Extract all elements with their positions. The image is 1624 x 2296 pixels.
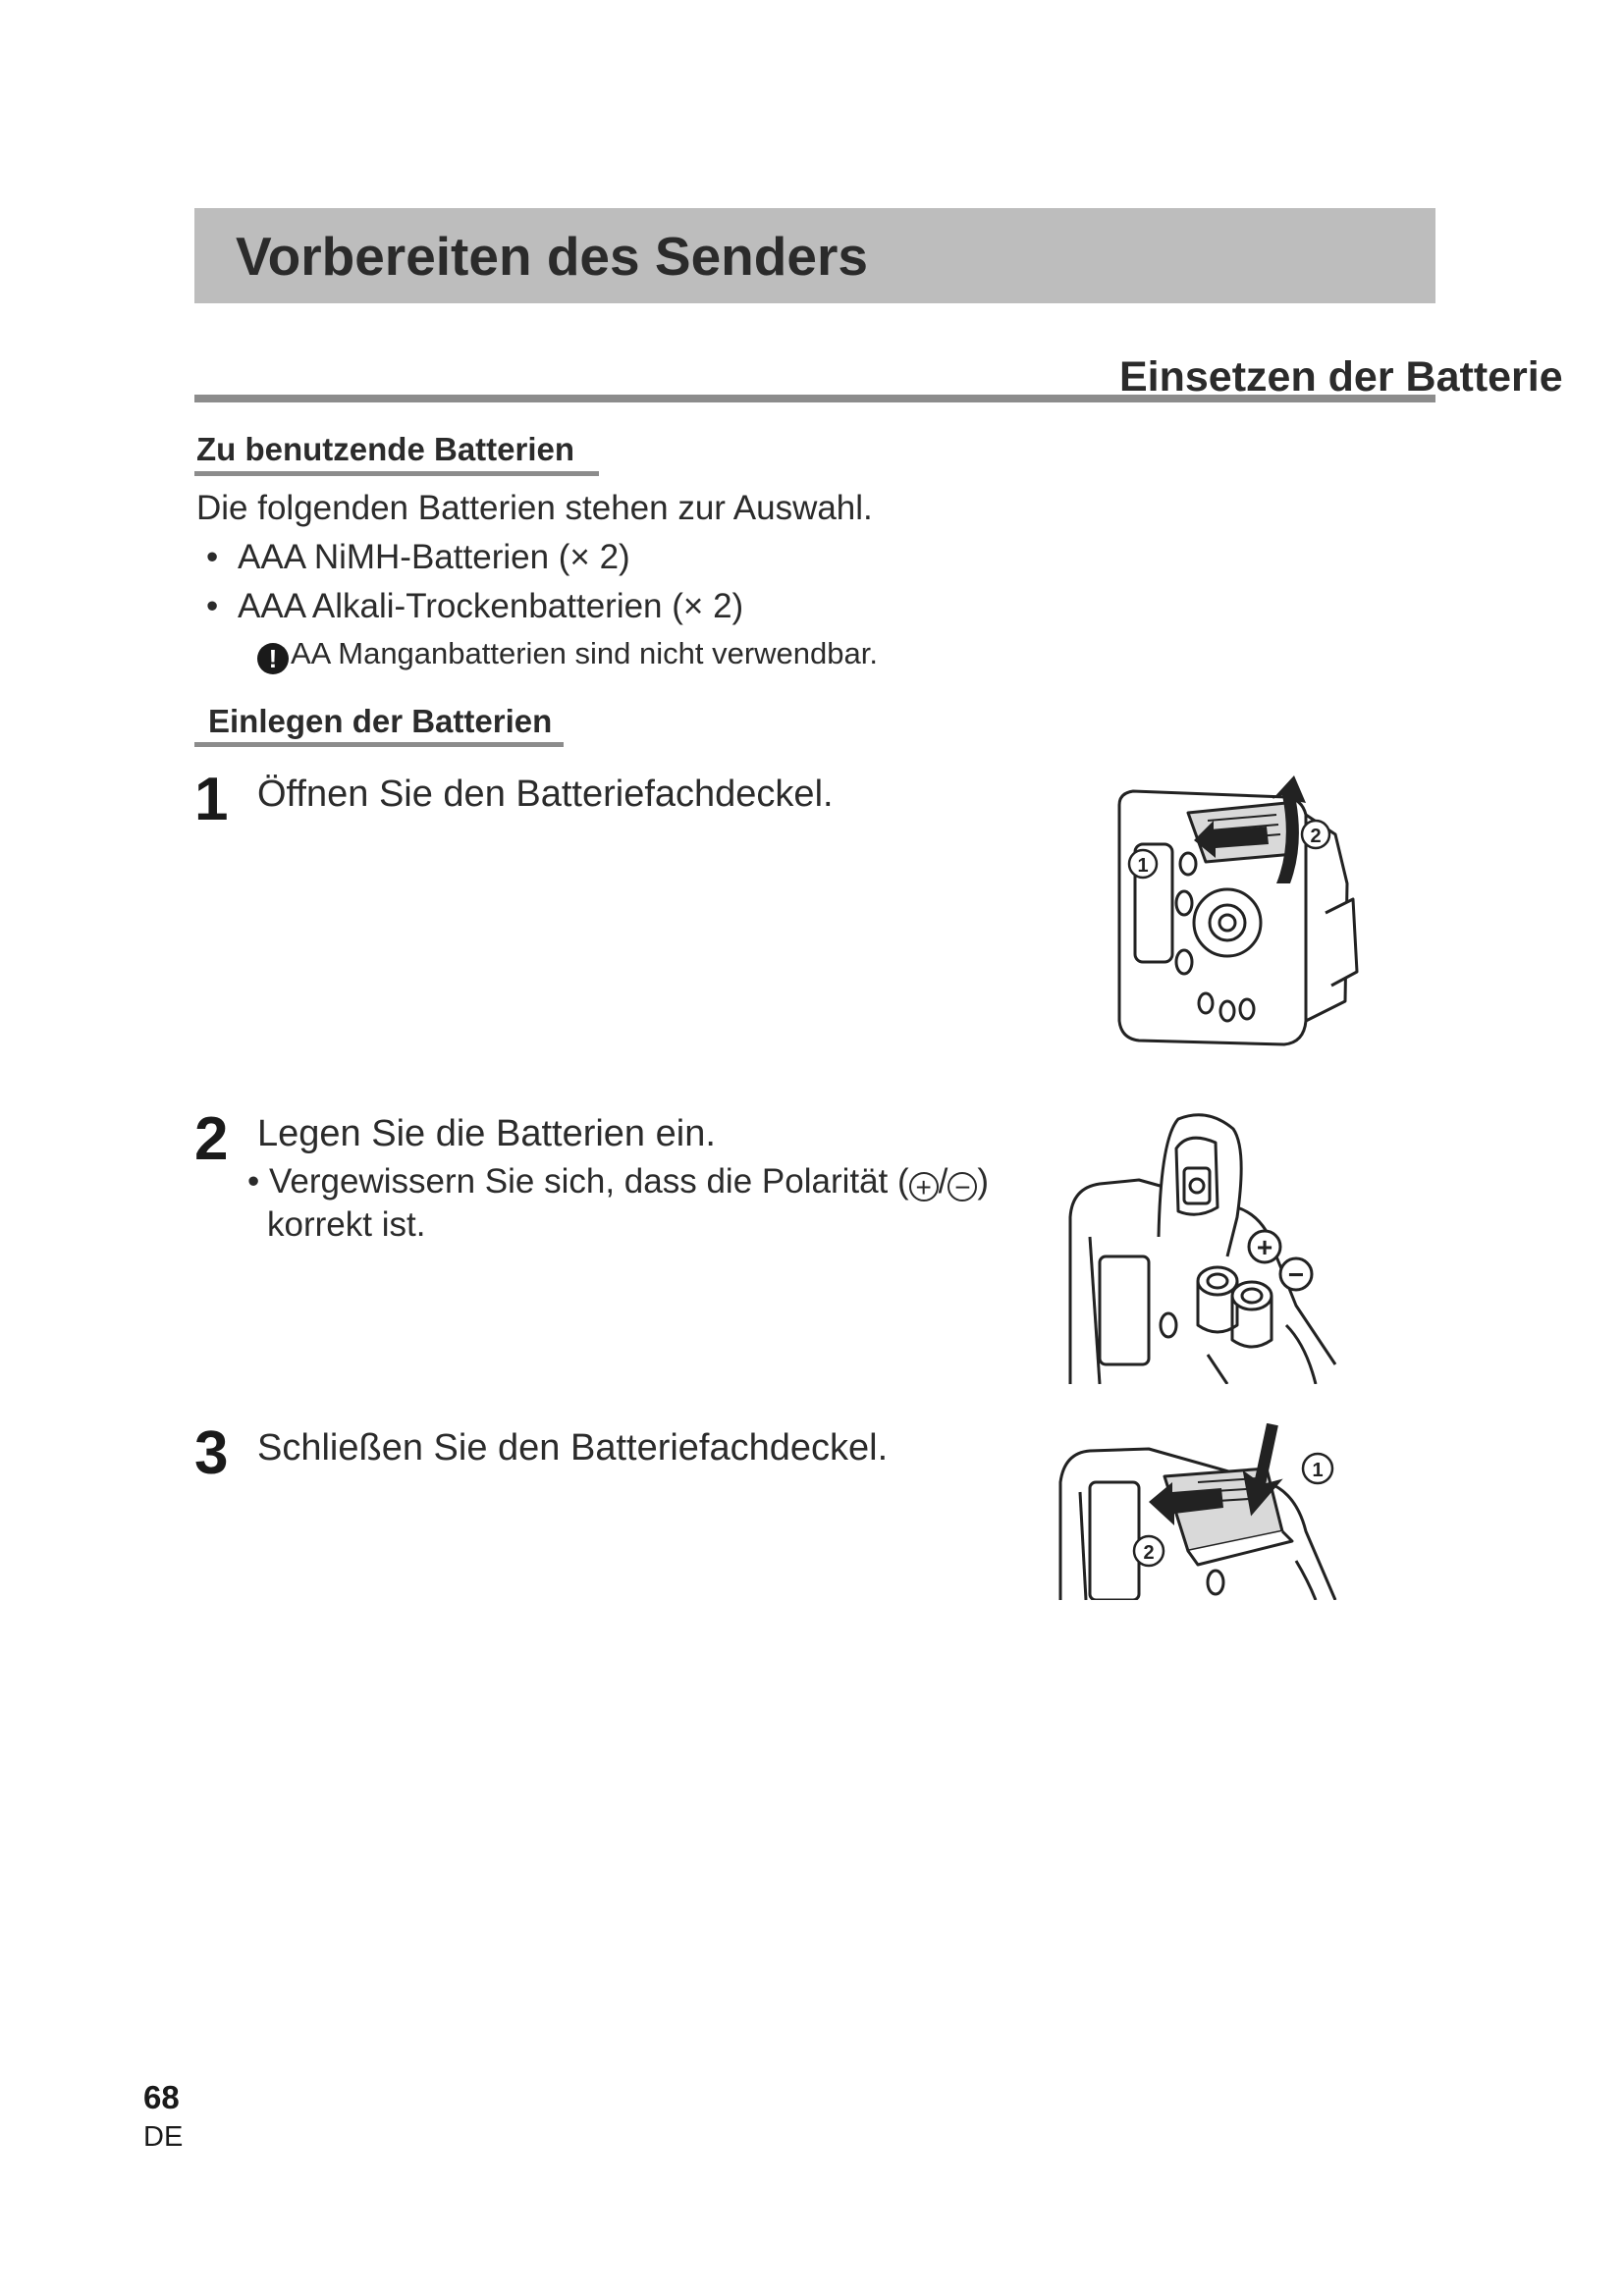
step-number: 3 bbox=[194, 1419, 229, 1487]
step-text: Öffnen Sie den Batteriefachdeckel. bbox=[257, 774, 834, 815]
inserting-heading-rule bbox=[194, 742, 564, 747]
bullet-dot: • bbox=[206, 538, 219, 576]
callout-2-text: 2 bbox=[1143, 1542, 1155, 1564]
section-heading: Einsetzen der Batterie bbox=[1119, 353, 1563, 400]
page-language: DE bbox=[143, 2121, 184, 2153]
minus-icon: − bbox=[947, 1172, 977, 1201]
battery-item: AAA NiMH-Batterien (× 2) bbox=[238, 538, 630, 576]
page-number: 68 bbox=[143, 2079, 180, 2115]
step-number: 1 bbox=[194, 766, 229, 833]
caution-note bbox=[257, 635, 878, 674]
minus-mark-text: − bbox=[1287, 1259, 1305, 1290]
bullet-dot: • bbox=[206, 587, 219, 625]
camera-insert-batteries-illustration bbox=[1060, 1109, 1375, 1384]
plus-icon: + bbox=[909, 1172, 939, 1201]
polarity-note-line2: korrekt ist. bbox=[267, 1205, 426, 1244]
polarity-note-prefix: • Vergewissern Sie sich, dass die Polarität ( bbox=[247, 1162, 909, 1201]
plus-mark-text: + bbox=[1256, 1232, 1273, 1262]
warning-icon: ! bbox=[257, 643, 289, 674]
batteries-heading-rule bbox=[194, 471, 599, 476]
polarity-separator: / bbox=[938, 1162, 948, 1201]
polarity-note-suffix: ) bbox=[977, 1162, 990, 1201]
inserting-heading: Einlegen der Batterien bbox=[208, 703, 553, 739]
camera-close-cover-illustration bbox=[1051, 1423, 1375, 1600]
battery-item: AAA Alkali-Trockenbatterien (× 2) bbox=[238, 587, 744, 625]
step-text: Schließen Sie den Batteriefachdeckel. bbox=[257, 1427, 889, 1468]
step-number: 2 bbox=[194, 1105, 229, 1173]
step-text: Legen Sie die Batterien ein. bbox=[257, 1113, 716, 1154]
batteries-intro: Die folgenden Batterien stehen zur Auswahl. bbox=[196, 489, 873, 527]
callout-2-text: 2 bbox=[1310, 826, 1322, 847]
callout-1-text: 1 bbox=[1312, 1460, 1324, 1481]
camera-open-cover-illustration bbox=[1100, 775, 1375, 1070]
caution-text: AA Manganbatterien sind nicht verwendbar. bbox=[291, 636, 878, 670]
callout-1-text: 1 bbox=[1137, 855, 1149, 877]
polarity-note bbox=[247, 1160, 989, 1203]
page-title: Vorbereiten des Senders bbox=[236, 226, 868, 287]
batteries-heading: Zu benutzende Batterien bbox=[196, 431, 575, 467]
